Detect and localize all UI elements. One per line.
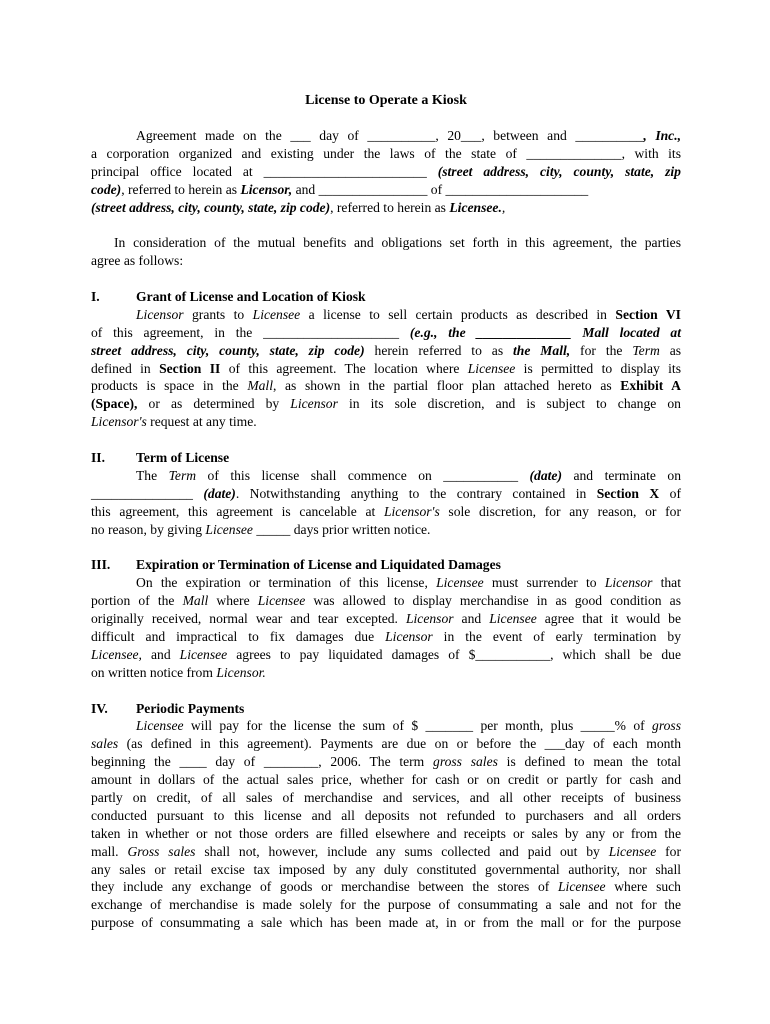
section-line xyxy=(91,861,681,879)
section-text: The xyxy=(136,467,169,483)
section-title: Periodic Payments xyxy=(136,700,245,716)
section-text: Licensee xyxy=(436,575,484,591)
section-text: (as defined in this agreement). Payments are due on or before the ___day of each month xyxy=(118,736,681,752)
section-text: gross sales xyxy=(433,754,498,770)
section-line xyxy=(91,360,681,378)
preamble-line xyxy=(91,127,681,145)
section-line xyxy=(91,896,681,914)
section-text: On the expiration or termination of this license, xyxy=(136,575,437,591)
section-line xyxy=(91,467,681,485)
section-text: Licensee xyxy=(467,360,516,376)
section-line xyxy=(91,878,681,896)
section-expiration-termination xyxy=(91,556,681,681)
section-text: Licensee xyxy=(257,593,306,609)
section-text: that xyxy=(652,575,681,591)
preamble-paragraph xyxy=(91,127,681,216)
document-title: License to Operate a Kiosk xyxy=(305,93,467,108)
section-text: where xyxy=(208,593,258,609)
section-text: (date) xyxy=(203,485,236,501)
section-text: as xyxy=(659,342,682,358)
section-line xyxy=(91,592,681,610)
section-line xyxy=(91,342,681,360)
section-line xyxy=(91,413,681,431)
preamble-text: Licensee. xyxy=(449,199,502,215)
section-text: _____ days prior written notice. xyxy=(252,521,431,537)
section-text: any sales or retail excise tax imposed by any duly constituted governmental authority, nor shall xyxy=(91,861,681,877)
preamble-text: a corporation organized and existing under the laws of the state of ______________, with its xyxy=(91,145,681,161)
section-heading xyxy=(91,288,681,306)
section-text: the Mall, xyxy=(513,342,571,358)
section-text: of this agreement. The location where xyxy=(220,360,468,376)
section-line xyxy=(91,717,681,735)
section-text: or as determined by xyxy=(137,396,291,412)
section-line xyxy=(91,807,681,825)
preamble-text: Agreement made on the ___ day of __________, 20___, between and __________ xyxy=(136,128,644,143)
section-text: is defined to mean the total xyxy=(497,754,682,770)
section-number: I. xyxy=(91,289,100,305)
document-page xyxy=(91,92,681,932)
section-text: conducted pursuant to this license and all deposits not refunded to purchasers and all orders xyxy=(91,807,681,823)
section-text: they include any exchange of goods or merchandise between the stores of xyxy=(91,879,558,895)
section-line xyxy=(91,628,681,646)
section-text: portion of the xyxy=(91,593,183,609)
preamble-text: , referred to herein as xyxy=(121,181,241,197)
section-text: a license to sell certain products as described in xyxy=(300,306,616,322)
section-line xyxy=(91,914,681,932)
section-text: Licensor xyxy=(385,628,433,644)
section-text: of this agreement, in the ____________________ xyxy=(91,324,410,340)
section-text: Licensee xyxy=(205,521,253,537)
section-text: no reason, by giving xyxy=(91,521,206,537)
section-line xyxy=(91,395,681,413)
section-text: Licensee xyxy=(489,611,537,627)
section-line xyxy=(91,377,681,395)
section-text: Licensor's xyxy=(383,503,440,519)
preamble-text: principal office located at ________________________ xyxy=(91,163,438,179)
section-text: request at any time. xyxy=(146,414,257,430)
section-text: will pay for the license the sum of $ _______ per month, plus _____% of xyxy=(183,718,653,734)
section-text: Section II xyxy=(159,360,221,376)
section-text: partly on credit, of all sales of merchandise and services, and all other receipts of business xyxy=(91,789,681,805)
section-title: Term of License xyxy=(136,450,230,466)
section-line xyxy=(91,843,681,861)
section-text: sole discretion, for any reason, or for xyxy=(439,503,681,519)
section-text: in the event of early termination by xyxy=(432,628,681,644)
section-text: Licensor xyxy=(136,306,184,322)
section-text: Mall xyxy=(182,593,209,609)
section-text: Gross sales xyxy=(127,843,196,859)
section-line xyxy=(91,735,681,753)
section-text: Mall xyxy=(247,378,273,394)
section-line xyxy=(91,324,681,342)
section-periodic-payments xyxy=(91,700,681,933)
section-text: Exhibit A xyxy=(620,378,681,394)
section-text: _______________ xyxy=(91,485,204,501)
section-text: Licensee xyxy=(252,306,301,322)
section-text: Term xyxy=(632,342,660,358)
section-text: mall. xyxy=(91,843,128,859)
preamble-line xyxy=(91,145,681,163)
section-text: and terminate on xyxy=(562,467,681,483)
section-text: grants to xyxy=(183,306,253,322)
section-line xyxy=(91,646,681,664)
section-text: and xyxy=(453,611,490,627)
section-text: Licensor xyxy=(405,611,454,627)
section-text: must surrender to xyxy=(483,575,605,591)
section-text: Licensor xyxy=(290,396,338,412)
section-grant-of-license xyxy=(91,288,681,431)
section-line xyxy=(91,825,681,843)
section-text: Licensor xyxy=(604,575,653,591)
section-number: III. xyxy=(91,557,111,573)
section-text: Term xyxy=(168,467,197,483)
section-text: for xyxy=(656,843,681,859)
section-text: amount in dollars of the actual sales price, whether for cash or on credit or partly for cash and xyxy=(91,772,681,788)
section-title: Expiration or Termination of License and Liquidated Damages xyxy=(136,557,501,573)
section-text: (date) xyxy=(529,467,562,483)
section-line xyxy=(91,306,681,324)
section-text: Licensee xyxy=(557,879,606,895)
preamble-text: , referred to herein as xyxy=(330,199,450,215)
section-text: Section X xyxy=(596,485,660,501)
consideration-line: agree as follows: xyxy=(91,253,184,269)
section-text: taken in whether or not those orders are filled elsewhere and receipts or sales by any or from the xyxy=(91,825,681,841)
section-text: Licensor's xyxy=(91,414,147,430)
section-text: street address, city, county, state, zip code) xyxy=(91,342,365,358)
section-text: of xyxy=(659,485,681,501)
section-text: exchange of merchandise is made solely for the purpose of consummating a sale and not for the xyxy=(91,897,681,913)
section-line xyxy=(91,789,681,807)
section-text: beginning the ____ day of ________, 2006. The term xyxy=(91,754,434,770)
section-text: (e.g., the ______________ Mall located at xyxy=(409,324,681,340)
section-heading xyxy=(91,700,681,718)
section-text: Licensee xyxy=(136,718,184,734)
section-text: sales xyxy=(91,736,119,752)
section-heading xyxy=(91,556,681,574)
section-text: Licensee xyxy=(608,843,657,859)
preamble-text: , Inc., xyxy=(643,128,681,143)
section-text: this agreement, this agreement is cancelable at xyxy=(91,503,384,519)
section-text: products is space in the xyxy=(91,378,248,394)
section-title: Grant of License and Location of Kiosk xyxy=(136,289,366,305)
preamble-text: Licensor, xyxy=(240,181,293,197)
section-text: . Notwithstanding anything to the contrary contained in xyxy=(235,485,597,501)
section-text: purpose of consummating a sale which has been made at, in or from the mall or for the purpose xyxy=(91,915,681,931)
section-text: originally received, normal wear and tear excepted. xyxy=(91,611,406,627)
section-text: Licensor. xyxy=(216,664,266,680)
section-text: Licensee xyxy=(179,646,228,662)
section-text: agrees to pay liquidated damages of $___________, which shall be due xyxy=(227,646,681,662)
section-text: (Space), xyxy=(91,396,138,412)
section-text: Section VI xyxy=(615,306,681,322)
section-text: for the xyxy=(570,342,633,358)
preamble-text: code) xyxy=(91,181,122,197)
section-text: on written notice from xyxy=(91,664,217,680)
preamble-line xyxy=(91,199,681,217)
section-text: difficult and impractical to fix damages due xyxy=(91,628,386,644)
preamble-text: (street address, city, county, state, zip code) xyxy=(91,199,331,215)
section-text: defined in xyxy=(91,360,160,376)
section-number: IV. xyxy=(91,700,108,716)
section-text: where such xyxy=(605,879,681,895)
section-number: II. xyxy=(91,450,105,466)
section-text: shall not, however, include any sums collected and paid out by xyxy=(195,843,609,859)
section-text: of this license shall commence on ___________ xyxy=(196,467,530,483)
section-text: herein referred to as xyxy=(364,342,514,358)
preamble-line xyxy=(91,163,681,181)
consideration-paragraph xyxy=(91,234,681,270)
section-text: Licensee, xyxy=(91,646,142,662)
section-line xyxy=(91,485,681,503)
section-text: in its sole discretion, and is subject to change on xyxy=(337,396,681,412)
preamble-line xyxy=(91,181,681,199)
section-line xyxy=(91,753,681,771)
section-text: , as shown in the partial floor plan attached hereto as xyxy=(273,378,621,394)
section-line xyxy=(91,521,681,539)
section-text: was allowed to display merchandise in as good condition as xyxy=(305,593,681,609)
section-text: agree that it would be xyxy=(536,611,681,627)
section-line xyxy=(91,664,681,682)
preamble-text: , xyxy=(501,199,506,215)
section-term-of-license xyxy=(91,449,681,538)
section-text: is permitted to display its xyxy=(515,360,681,376)
section-line xyxy=(91,771,681,789)
section-text: gross xyxy=(652,718,681,734)
section-line xyxy=(91,503,681,521)
section-line xyxy=(91,574,681,592)
consideration-line: In consideration of the mutual benefits and obligations set forth in this agreement, the parties xyxy=(114,235,681,251)
preamble-text: and ________________ of _____________________ xyxy=(292,181,589,197)
section-line xyxy=(91,610,681,628)
section-heading xyxy=(91,449,681,467)
section-text: and xyxy=(141,646,180,662)
preamble-text: (street address, city, county, state, zip xyxy=(437,163,681,179)
